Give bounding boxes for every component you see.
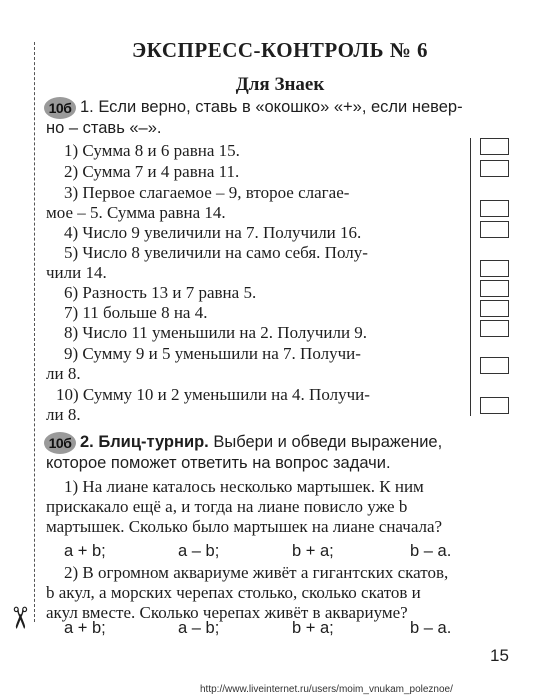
task2-badge: 10б bbox=[44, 432, 76, 454]
answer-column-divider bbox=[470, 138, 471, 416]
task1-intro-line1: 1. Если верно, ставь в «окошко» «+», если невер- bbox=[80, 98, 463, 116]
answer-box-10[interactable] bbox=[480, 397, 509, 414]
scissors-icon: ✂ bbox=[1, 605, 37, 631]
answer-box-9[interactable] bbox=[480, 357, 509, 374]
answer-box-2[interactable] bbox=[480, 160, 509, 177]
option-a-plus-b[interactable]: a + b; bbox=[64, 542, 106, 560]
option-a-minus-b[interactable]: a – b; bbox=[178, 619, 220, 637]
task1-item: ли 8. bbox=[46, 364, 81, 383]
task1-item: мое – 5. Сумма равна 14. bbox=[46, 203, 226, 222]
footer-url[interactable]: http://www.liveinternet.ru/users/moim_vnukam_poleznoe/ bbox=[200, 684, 453, 695]
option-b-minus-a[interactable]: b – a. bbox=[410, 619, 452, 637]
answer-box-1[interactable] bbox=[480, 138, 509, 155]
task1-badge: 10б bbox=[44, 97, 76, 119]
task1-item: 10) Сумму 10 и 2 уменьшили на 4. Получи- bbox=[56, 385, 370, 404]
answer-box-5[interactable] bbox=[480, 260, 509, 277]
task1-item: 8) Число 11 уменьшили на 2. Получили 9. bbox=[64, 323, 368, 342]
answer-box-4[interactable] bbox=[480, 221, 509, 238]
page-subtitle: Для Знаек bbox=[235, 74, 325, 95]
task1-item: 5) Число 8 увеличили на само себя. Полу- bbox=[64, 243, 368, 262]
page-number: 15 bbox=[490, 646, 509, 665]
task2-intro-line1 bbox=[80, 433, 442, 452]
task1-item: 1) Сумма 8 и 6 равна 15. bbox=[64, 141, 240, 160]
page-title: ЭКСПРЕСС-КОНТРОЛЬ № 6 bbox=[131, 38, 429, 62]
task1-item: 6) Разность 13 и 7 равна 5. bbox=[64, 283, 257, 302]
task1-intro-line2: но – ставь «–». bbox=[46, 119, 162, 137]
task2-title: 2. Блиц-турнир. bbox=[80, 433, 209, 451]
option-a-plus-b[interactable]: a + b; bbox=[64, 619, 106, 637]
problem2-line: 2) В огромном аквариуме живёт a гигантских скатов, bbox=[64, 563, 449, 582]
option-b-minus-a[interactable]: b – a. bbox=[410, 542, 452, 560]
problem2-line: b акул, а морских черепах столько, сколько скатов и bbox=[46, 583, 421, 602]
problem1-line: прискакало ещё a, и тогда на лиане повисло уже b bbox=[46, 497, 408, 516]
cut-line bbox=[34, 42, 35, 622]
option-a-minus-b[interactable]: a – b; bbox=[178, 542, 220, 560]
task1-item: 4) Число 9 увеличили на 7. Получили 16. bbox=[64, 223, 362, 242]
option-b-plus-a[interactable]: b + a; bbox=[292, 619, 334, 637]
task1-item: чили 14. bbox=[46, 263, 107, 282]
task2-intro-rest: Выбери и обведи выражение, bbox=[208, 433, 443, 451]
problem1-line: 1) На лиане каталось несколько мартышек. К ним bbox=[64, 477, 424, 496]
task2-intro-line2: которое поможет ответить на вопрос задачи. bbox=[46, 454, 391, 472]
task1-item: ли 8. bbox=[46, 405, 81, 424]
answer-box-6[interactable] bbox=[480, 280, 509, 297]
problem1-line: мартышек. Сколько было мартышек на лиане сначала? bbox=[46, 517, 443, 536]
task1-item: 3) Первое слагаемое – 9, второе слагае- bbox=[64, 183, 350, 202]
problem2-line: акул вместе. Сколько черепах живёт в аквариуме? bbox=[46, 603, 408, 622]
task1-item: 7) 11 больше 8 на 4. bbox=[64, 303, 208, 322]
answer-box-7[interactable] bbox=[480, 300, 509, 317]
option-b-plus-a[interactable]: b + a; bbox=[292, 542, 334, 560]
answer-box-3[interactable] bbox=[480, 200, 509, 217]
task1-item: 2) Сумма 7 и 4 равна 11. bbox=[64, 162, 240, 181]
answer-box-8[interactable] bbox=[480, 320, 509, 337]
task1-item: 9) Сумму 9 и 5 уменьшили на 7. Получи- bbox=[64, 344, 361, 363]
